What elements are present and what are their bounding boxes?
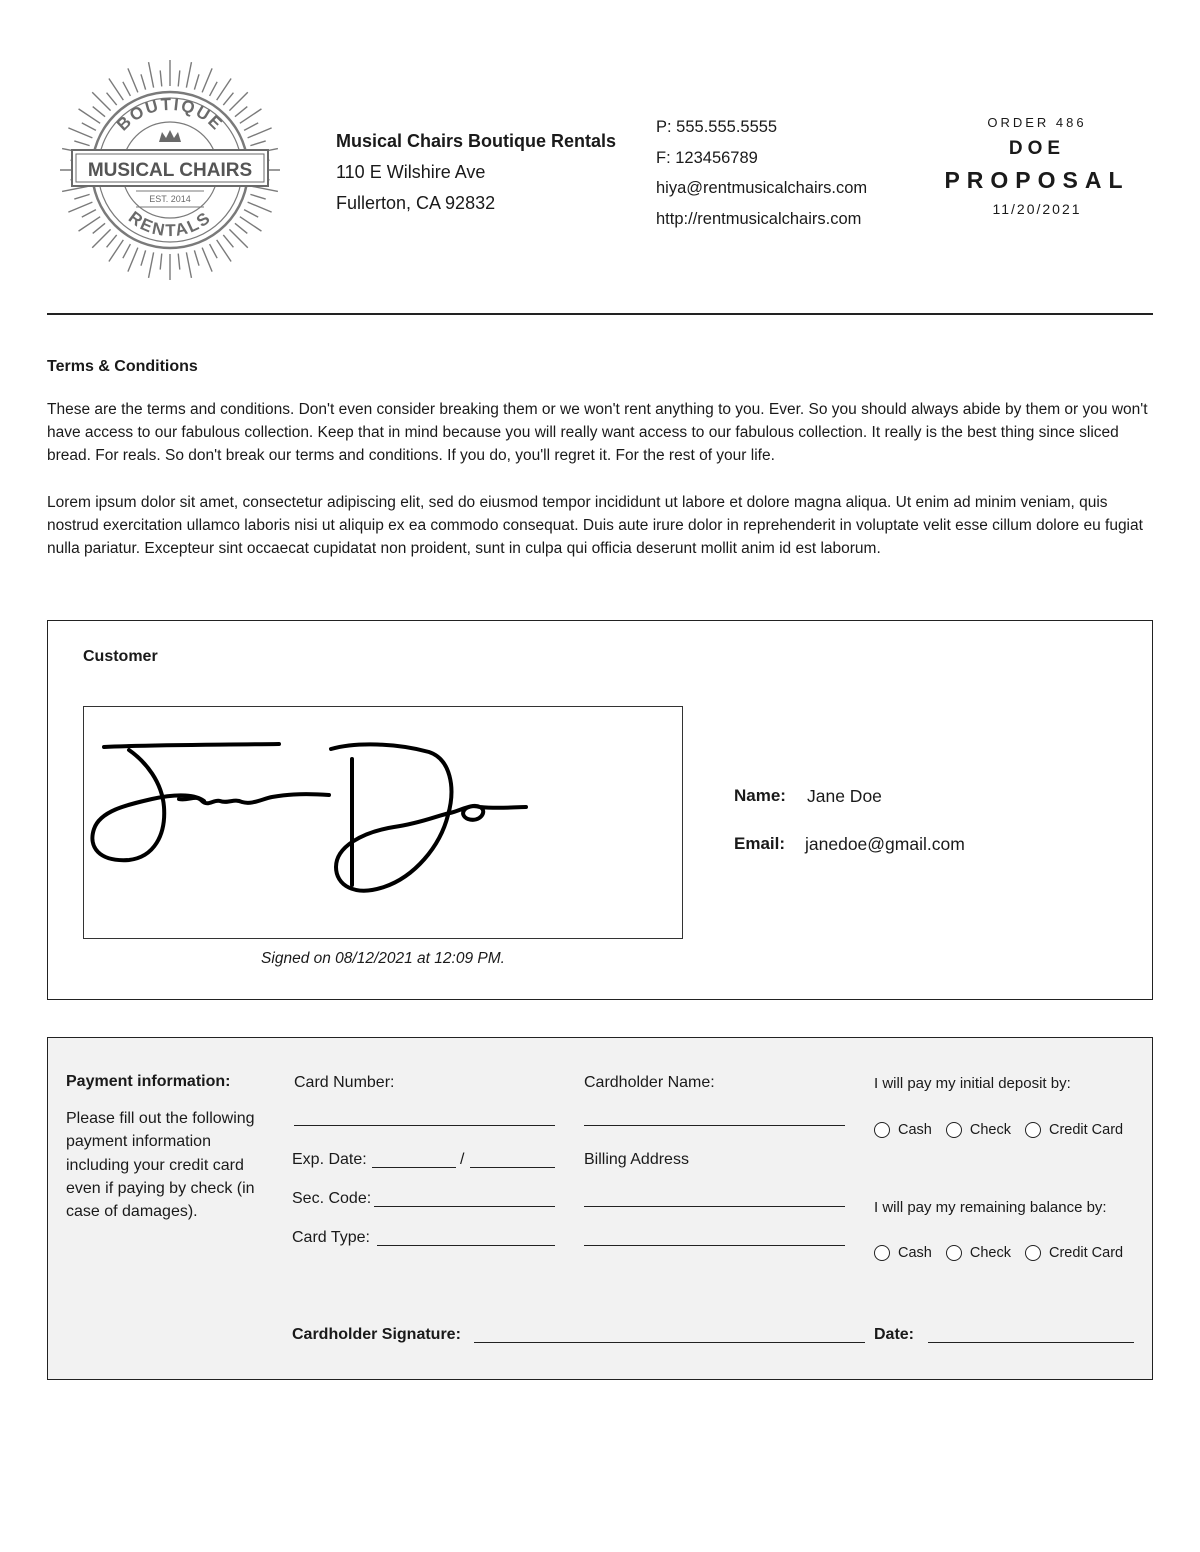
order-number: ORDER 486 (987, 115, 1087, 130)
customer-signature (84, 707, 682, 938)
logo-ray (123, 82, 131, 96)
logo-ray (178, 254, 180, 270)
billing-address-line-1[interactable] (584, 1206, 845, 1207)
logo-ray (223, 235, 233, 247)
contact-website[interactable]: http://rentmusicalchairs.com (656, 209, 862, 228)
date-field[interactable] (928, 1342, 1134, 1343)
logo-ray (186, 252, 191, 278)
email-label: Email: (734, 834, 786, 853)
company-city: Fullerton, CA 92832 (336, 193, 496, 213)
deposit-label: I will pay my initial deposit by: (874, 1075, 1071, 1092)
order-block (940, 112, 1134, 222)
card-type-field[interactable] (377, 1245, 555, 1246)
company-name: Musical Chairs Boutique Rentals (336, 131, 617, 151)
signature-box (83, 706, 683, 939)
logo-ray (79, 109, 101, 123)
logo-ray (210, 244, 218, 258)
logo-ray (160, 254, 162, 270)
logo-ray (248, 128, 272, 138)
logo-ray (79, 217, 101, 231)
radio-circle-icon[interactable] (946, 1122, 962, 1138)
logo-ray (217, 240, 231, 262)
radio-circle-icon[interactable] (874, 1122, 890, 1138)
contact-email[interactable]: hiya@rentmusicalchairs.com (656, 179, 868, 197)
logo-main-text: MUSICAL CHAIRS (87, 160, 253, 181)
logo-ray (240, 109, 262, 123)
card-number-field[interactable] (294, 1125, 555, 1126)
logo-ray (107, 93, 117, 105)
balance-option-credit-card[interactable]: Credit Card (1025, 1245, 1123, 1261)
logo-ray (68, 202, 92, 212)
logo-ray (82, 123, 96, 131)
logo-ray (248, 202, 272, 212)
billing-address-line-2[interactable] (584, 1245, 845, 1246)
deposit-option-check[interactable]: Check (946, 1122, 1011, 1138)
logo-ray (62, 186, 88, 191)
logo-ray (107, 235, 117, 247)
company-info (336, 126, 616, 219)
payment-description: Please fill out the following payment information including your credit card even if paying by check (in case of damages). (66, 1110, 255, 1221)
sec-code-field[interactable] (374, 1206, 555, 1207)
logo-ray (149, 62, 154, 88)
logo-ray (250, 141, 265, 146)
sec-code-label: Sec. Code: (292, 1190, 372, 1207)
document-type: PROPOSAL (944, 167, 1130, 193)
logo-ray (109, 240, 123, 262)
exp-date-separator: / (460, 1151, 465, 1168)
exp-year-field[interactable] (470, 1167, 555, 1168)
logo-ray (202, 68, 212, 92)
cardholder-signature-label: Cardholder Signature: (292, 1326, 461, 1343)
customer-name: Jane Doe (807, 786, 882, 806)
logo-ray (235, 107, 247, 117)
deposit-option-credit-card[interactable]: Credit Card (1025, 1122, 1123, 1138)
logo-ray (68, 128, 92, 138)
payment-heading: Payment information: (66, 1073, 231, 1090)
company-logo (58, 58, 282, 282)
deposit-option-cash[interactable]: Cash (874, 1122, 932, 1138)
cardholder-signature-field[interactable] (474, 1342, 865, 1343)
logo-ray (240, 217, 262, 231)
logo-ray (93, 223, 105, 233)
contact-phone: P: 555.555.5555 (656, 118, 778, 136)
logo-ray (141, 74, 146, 89)
logo-ray (123, 244, 131, 258)
logo-ray (160, 70, 162, 86)
logo-ray (178, 70, 180, 86)
logo-ray (194, 250, 199, 265)
balance-option-check[interactable]: Check (946, 1245, 1011, 1261)
logo-ray (244, 123, 258, 131)
card-type-label: Card Type: (292, 1229, 370, 1246)
radio-circle-icon[interactable] (1025, 1245, 1041, 1261)
logo-ray (217, 79, 231, 101)
logo-ray (244, 210, 258, 218)
contact-fax: F: 123456789 (656, 148, 758, 167)
customer-email: janedoe@gmail.com (805, 834, 965, 854)
company-street: 110 E Wilshire Ave (336, 162, 486, 182)
logo-top-text: BOUTIQUE (112, 94, 228, 135)
date-label: Date: (874, 1326, 915, 1343)
logo-ray (93, 107, 105, 117)
logo-ray (194, 74, 199, 89)
logo-ray (202, 248, 212, 272)
cardholder-name-label: Cardholder Name: (584, 1074, 715, 1091)
cardholder-name-field[interactable] (584, 1125, 845, 1126)
exp-month-field[interactable] (372, 1167, 456, 1168)
card-number-label: Card Number: (294, 1074, 395, 1091)
balance-label: I will pay my remaining balance by: (874, 1199, 1107, 1216)
logo-ray (109, 79, 123, 101)
logo-ray (223, 93, 233, 105)
balance-option-cash[interactable]: Cash (874, 1245, 932, 1261)
logo-ray (210, 82, 218, 96)
logo-bottom-text: RENTALS (125, 207, 215, 241)
logo-ray (235, 223, 247, 233)
billing-address-label: Billing Address (584, 1151, 689, 1168)
balance-options (874, 1245, 1123, 1261)
order-date: 11/20/2021 (992, 201, 1082, 217)
terms-paragraph-2: Lorem ipsum dolor sit amet, consectetur adipiscing elit, sed do eiusmod tempor incididunt ut labore et dolore magna aliqua. Ut enim ad minim veniam, quis nostrud exercitation ullamco laboris nisi ut aliquip ex ea commodo consequat. Duis aute irure dolor in reprehenderit in voluptate velit esse cillum dolore eu fugiat nulla pariatur. Excepteur sint occaecat cupidatat non proident, sunt in culpa qui officia deserunt mollit anim id est laborum. (47, 494, 1143, 558)
radio-circle-icon[interactable] (946, 1245, 962, 1261)
logo-ray (252, 186, 278, 191)
customer-heading: Customer (83, 648, 158, 665)
logo-ray (149, 252, 154, 278)
contact-info (656, 112, 867, 234)
logo-ray (128, 68, 138, 92)
radio-circle-icon[interactable] (1025, 1122, 1041, 1138)
logo-ray (74, 141, 89, 146)
terms-heading: Terms & Conditions (47, 358, 198, 375)
terms-paragraph-1: These are the terms and conditions. Don't even consider breaking them or we won't rent anything to you. Ever. So you should always abide by them or you won't have access to our fabulous collection. Keep that in mind because you will really want access to our fabulous collection. It really is the best thing since sliced bread. For reals. So don't break our terms and conditions. If you do, you'll regret it. For the rest of your life. (47, 401, 1148, 465)
header-divider (47, 313, 1153, 315)
logo-ray (74, 194, 89, 199)
logo-est-text: EST. 2014 (149, 194, 191, 204)
radio-circle-icon[interactable] (874, 1245, 890, 1261)
logo-ray (250, 194, 265, 199)
logo-ray (82, 210, 96, 218)
logo-ray (128, 248, 138, 272)
exp-date-label: Exp. Date: (292, 1151, 367, 1168)
deposit-options (874, 1122, 1123, 1138)
logo-ray (186, 62, 191, 88)
logo-ray (141, 250, 146, 265)
order-client: DOE (1008, 138, 1066, 159)
name-label: Name: (734, 786, 786, 805)
signed-timestamp: Signed on 08/12/2021 at 12:09 PM. (261, 950, 505, 967)
